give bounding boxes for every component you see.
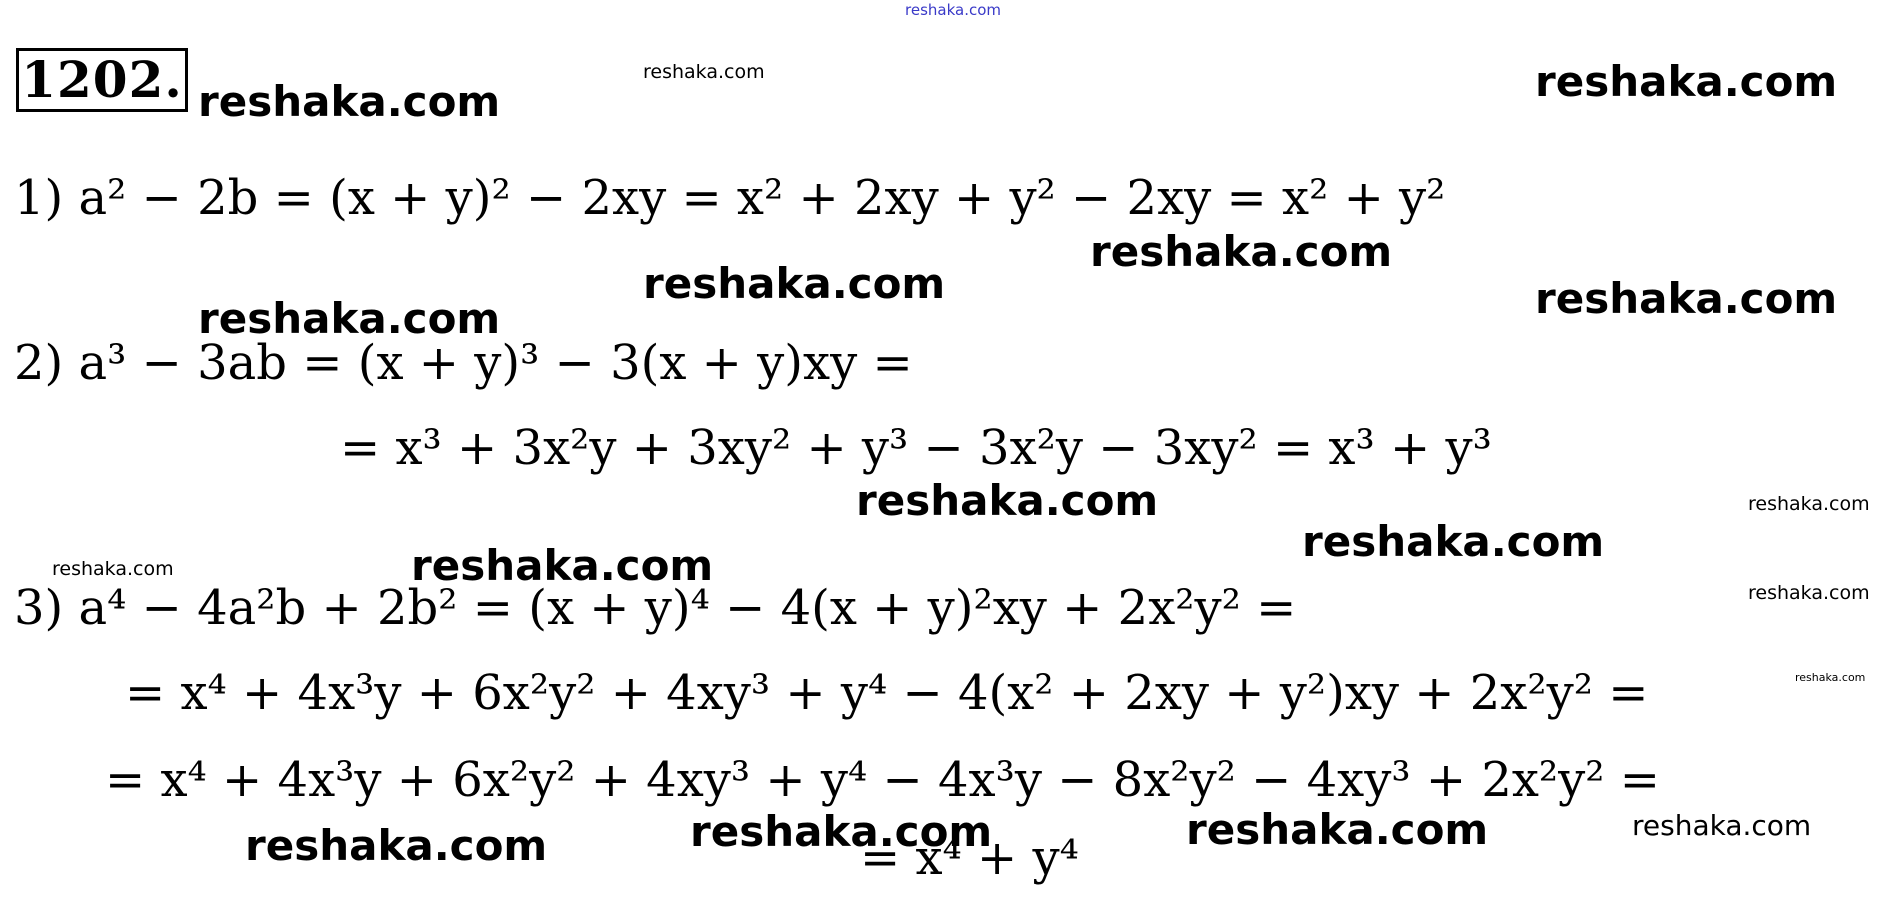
watermark: reshaka.com [1632, 809, 1812, 842]
equation-line-2: 2) a³ − 3ab = (x + y)³ − 3(x + y)xy = [14, 335, 913, 391]
watermark: reshaka.com [198, 294, 501, 343]
watermark: reshaka.com [1748, 493, 1870, 515]
equation-line-6: = x⁴ + 4x³y + 6x²y² + 4xy³ + y⁴ − 4x³y − 8x²y² − 4xy³ + 2x²y² = [105, 752, 1661, 808]
watermark: reshaka.com [198, 77, 501, 126]
watermark: reshaka.com [1535, 274, 1838, 323]
equation-line-1: 1) a² − 2b = (x + y)² − 2xy = x² + 2xy + y² − 2xy = x² + y² [14, 170, 1446, 226]
equation-line-4: 3) a⁴ − 4a²b + 2b² = (x + y)⁴ − 4(x + y)²xy + 2x²y² = [14, 580, 1297, 636]
problem-number: 1202. [16, 48, 188, 112]
watermark: reshaka.com [1535, 57, 1838, 106]
watermark: reshaka.com [856, 476, 1159, 525]
watermark: reshaka.com [643, 259, 946, 308]
watermark: reshaka.com [690, 807, 993, 856]
watermark: reshaka.com [52, 558, 174, 580]
equation-line-3: = x³ + 3x²y + 3xy² + y³ − 3x²y − 3xy² = x³ + y³ [340, 420, 1492, 476]
watermark: reshaka.com [245, 821, 548, 870]
watermark: reshaka.com [1186, 805, 1489, 854]
equation-line-5: = x⁴ + 4x³y + 6x²y² + 4xy³ + y⁴ − 4(x² + 2xy + y²)xy + 2x²y² = [125, 665, 1649, 721]
watermark: reshaka.com [1090, 227, 1393, 276]
watermark: reshaka.com [411, 541, 714, 590]
watermark: reshaka.com [1302, 517, 1605, 566]
watermark: reshaka.com [1795, 671, 1866, 684]
watermark: reshaka.com [643, 61, 765, 83]
equation-line-7: = x⁴ + y⁴ [860, 830, 1079, 886]
watermark: reshaka.com [905, 1, 1001, 19]
watermark: reshaka.com [1748, 582, 1870, 604]
